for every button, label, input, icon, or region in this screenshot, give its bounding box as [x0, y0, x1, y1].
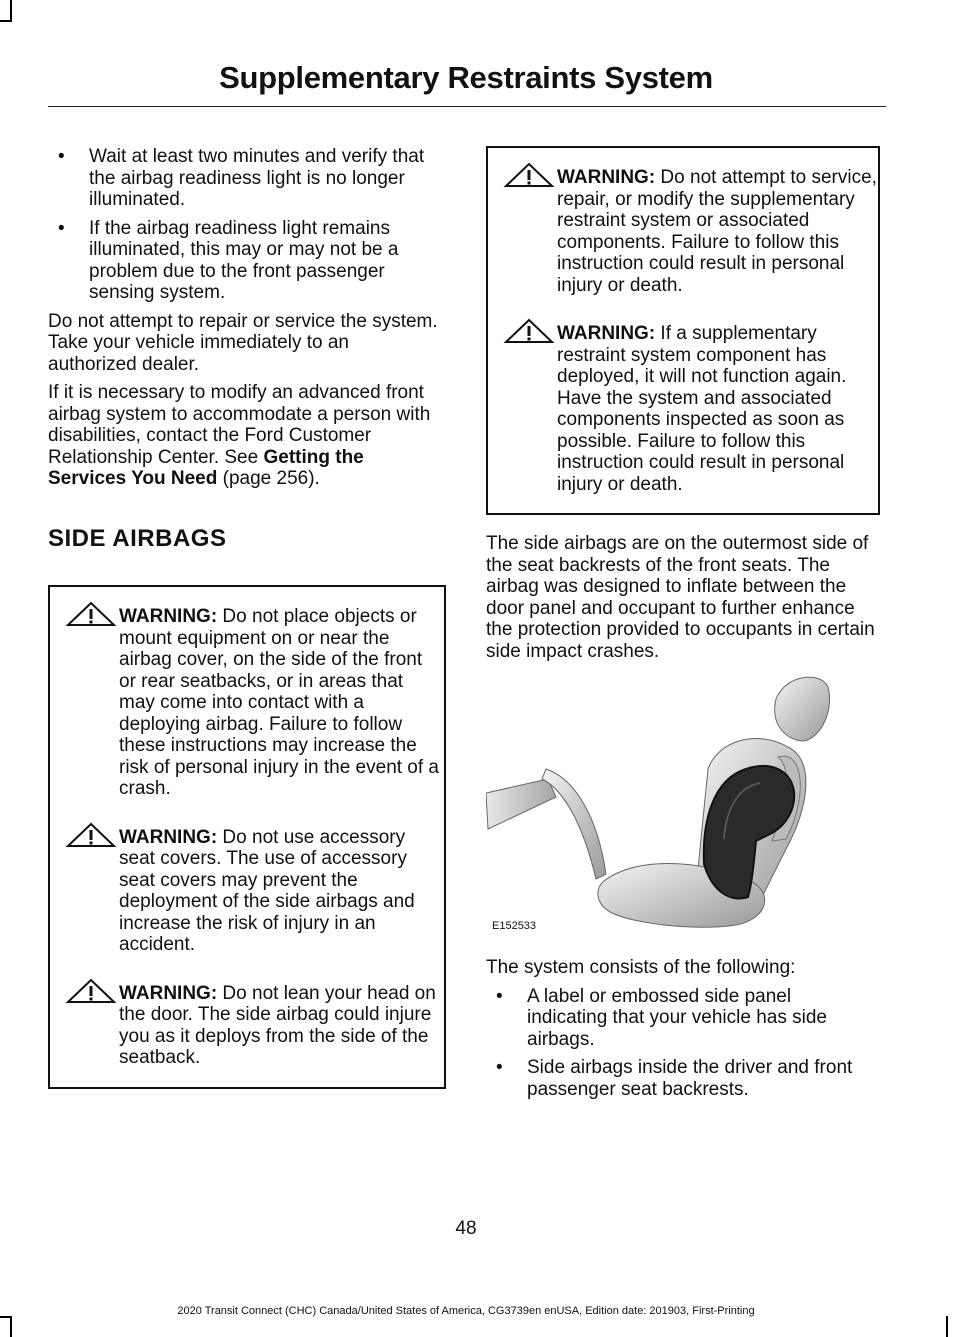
warning: WARNING: If a supplementary restraint system component has deployed, it will not function again. Have the system and associated components inspected as soon as possible. Failure to follow this instruction could result in personal injury or death. [502, 318, 878, 495]
warning: WARNING: Do not lean your head on the door. The side airbag could injure you as it deploys from the side of the seatback. [64, 978, 444, 1069]
right-column [486, 146, 876, 1107]
crop-mark-top-left-h [0, 20, 12, 22]
warning: WARNING: Do not use accessory seat covers. The use of accessory seat covers may prevent the deployment of the side airbags and increase the risk of injury in an accident. [64, 822, 444, 956]
paragraph: If it is necessary to modify an advanced front airbag system to accommodate a person with disabilities, contact the Ford Customer Relationship Center. See Getting the Services You Need (page 256). [48, 382, 431, 489]
crop-mark-top-left [10, 0, 12, 22]
warning-triangle-icon [64, 978, 118, 1004]
warning: WARNING: Do not attempt to service, repair, or modify the supplementary restraint system or associated components. Failure to follow this instruction could result in personal injury or death. [502, 162, 878, 296]
title-rule [48, 106, 886, 107]
page-title: Supplementary Restraints System [219, 60, 713, 95]
crop-mark-bottom-right [946, 1316, 948, 1337]
left-column [48, 146, 438, 1089]
warning-triangle-icon [64, 601, 118, 627]
list-item: • If the airbag readiness light remains illuminated, this may or may not be a problem due to the front passenger sensing system. [58, 217, 399, 303]
paragraph: The system consists of the following: [486, 957, 796, 978]
warning-triangle-icon [502, 318, 556, 344]
warning-box [486, 146, 880, 515]
section-heading: SIDE AIRBAGS [48, 524, 227, 552]
list-item: • A label or embossed side panel indicating that your vehicle has side airbags. [496, 985, 827, 1050]
crop-mark-bottom-left [10, 1316, 12, 1337]
warning-box [48, 585, 446, 1089]
warning: WARNING: Do not place objects or mount equipment on or near the airbag cover, on the side of the front or rear seatbacks, or in areas that may come into contact with a deploying airbag. Failure to follow these instructions may increase the risk of personal injury in the event of a crash. [64, 601, 444, 800]
figure-label: E152533 [492, 919, 537, 932]
warning-triangle-icon [502, 162, 556, 188]
cross-reference-link[interactable]: Getting the Services You Need [48, 446, 364, 489]
side-airbag-seat-illustration [486, 669, 878, 939]
warning-triangle-icon [64, 822, 118, 848]
list-item: • Side airbags inside the driver and front passenger seat backrests. [496, 1057, 853, 1100]
page-number: 48 [455, 1218, 477, 1239]
paragraph: The side airbags are on the outermost side of the seat backrests of the front seats. The airbag was designed to inflate between the door panel and occupant to further enhance the protection provided to occupants in certain side impact crashes. [486, 533, 875, 662]
paragraph: Do not attempt to repair or service the system. Take your vehicle immediately to an authorized dealer. [48, 310, 438, 375]
seat-airbag-drawing [486, 669, 878, 939]
list-item: • Wait at least two minutes and verify that the airbag readiness light is no longer illuminated. [58, 146, 425, 210]
footer-text: 2020 Transit Connect (CHC) Canada/United States of America, CG3739en enUSA, Edition date: 201903, First-Printing [177, 1305, 755, 1317]
